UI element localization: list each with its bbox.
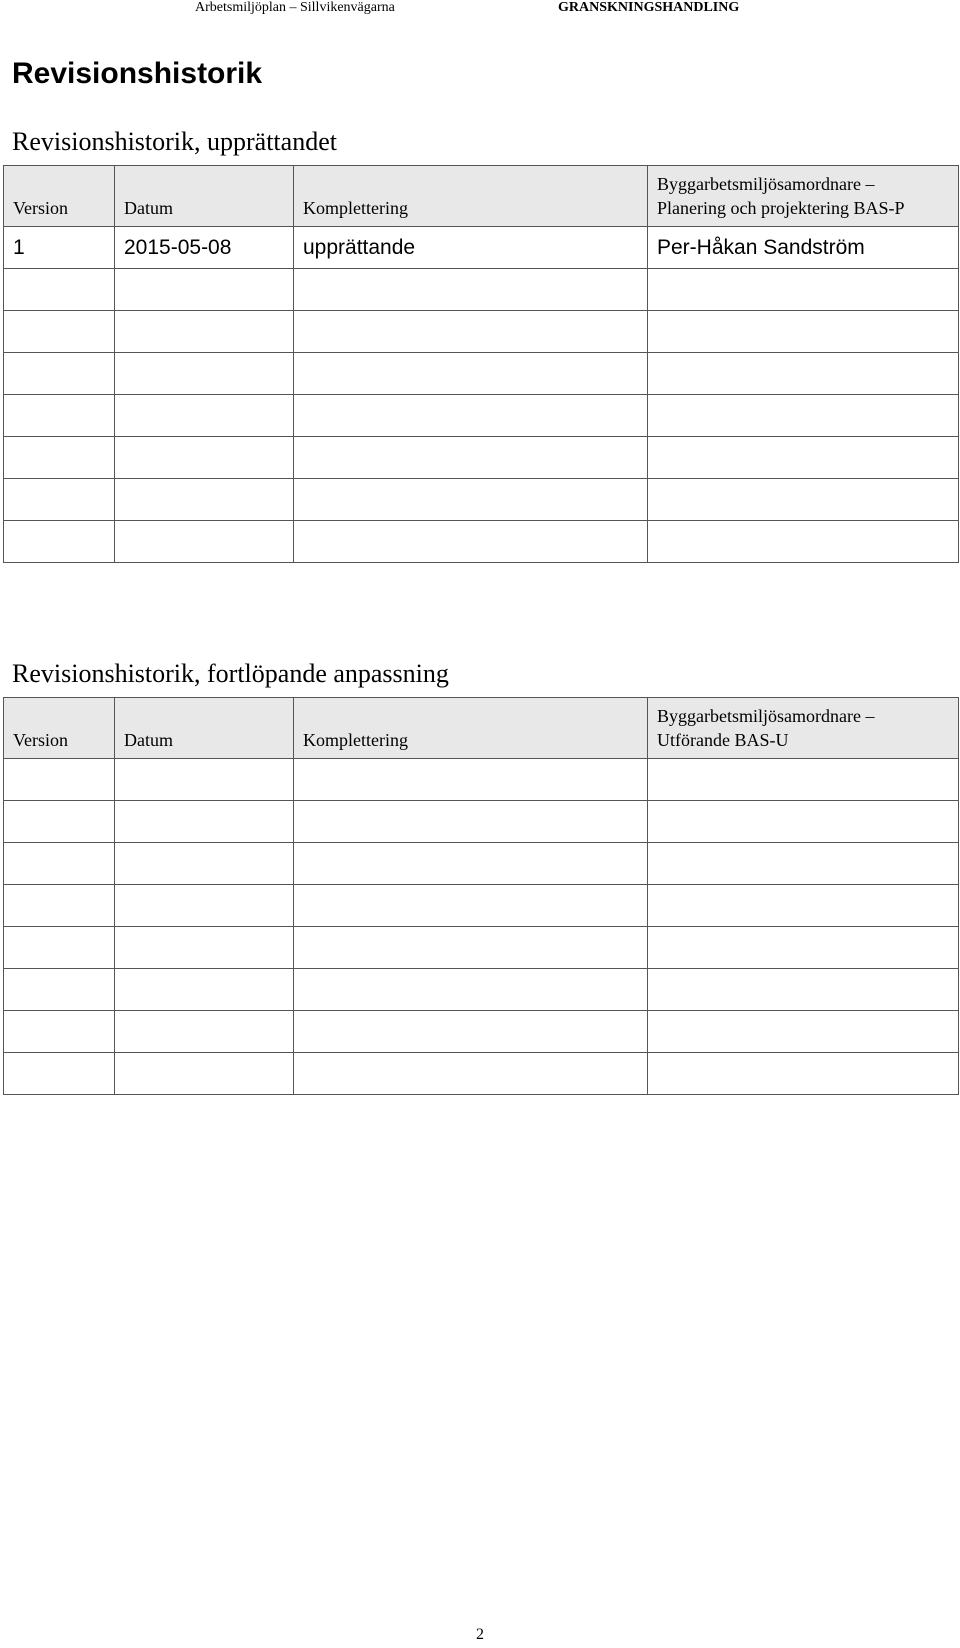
column-header-role-line2: Planering och projektering BAS-P <box>657 198 905 218</box>
cell-empty <box>648 521 959 563</box>
cell-empty <box>115 885 294 927</box>
cell-empty <box>648 843 959 885</box>
column-header-role-line1: Byggarbetsmiljösamordnare – <box>657 706 875 726</box>
column-header-role-line1: Byggarbetsmiljösamordnare – <box>657 174 875 194</box>
cell-empty <box>294 1011 648 1053</box>
cell-empty <box>294 1053 648 1095</box>
table-row-empty <box>4 843 959 885</box>
cell-empty <box>4 1053 115 1095</box>
table-row <box>4 227 959 269</box>
cell-empty <box>294 269 648 311</box>
cell-empty <box>115 801 294 843</box>
cell-empty <box>4 395 115 437</box>
cell-empty <box>115 437 294 479</box>
column-header-role-line2: Utförande BAS-U <box>657 730 789 750</box>
table-row-empty <box>4 311 959 353</box>
table-row-empty <box>4 395 959 437</box>
table-row-empty <box>4 759 959 801</box>
cell-empty <box>115 1053 294 1095</box>
table-row-empty <box>4 269 959 311</box>
cell-empty <box>294 927 648 969</box>
table-row-empty <box>4 521 959 563</box>
cell-empty <box>115 353 294 395</box>
cell-person: Per-Håkan Sandström <box>648 227 959 269</box>
cell-empty <box>115 1011 294 1053</box>
column-header-supplement: Komplettering <box>294 166 648 227</box>
cell-empty <box>115 969 294 1011</box>
cell-version: 1 <box>4 227 115 269</box>
cell-empty <box>4 801 115 843</box>
column-header-supplement: Komplettering <box>294 698 648 759</box>
cell-supplement: upprättande <box>294 227 648 269</box>
cell-date: 2015-05-08 <box>115 227 294 269</box>
cell-empty <box>115 843 294 885</box>
header-status: GRANSKNINGSHANDLING <box>558 0 740 15</box>
cell-empty <box>294 437 648 479</box>
cell-empty <box>294 311 648 353</box>
cell-empty <box>4 437 115 479</box>
cell-empty <box>294 395 648 437</box>
cell-empty <box>648 269 959 311</box>
cell-empty <box>4 969 115 1011</box>
table-header-row <box>4 166 959 227</box>
cell-empty <box>4 521 115 563</box>
table-row-empty <box>4 927 959 969</box>
cell-empty <box>648 1011 959 1053</box>
cell-empty <box>115 269 294 311</box>
cell-empty <box>648 479 959 521</box>
cell-empty <box>648 885 959 927</box>
cell-empty <box>115 479 294 521</box>
cell-empty <box>4 1011 115 1053</box>
column-header-version: Version <box>4 698 115 759</box>
cell-empty <box>4 927 115 969</box>
cell-empty <box>115 521 294 563</box>
cell-empty <box>4 885 115 927</box>
cell-empty <box>294 521 648 563</box>
cell-empty <box>648 311 959 353</box>
column-header-role <box>648 698 959 759</box>
cell-empty <box>4 269 115 311</box>
cell-empty <box>648 969 959 1011</box>
cell-empty <box>294 801 648 843</box>
column-header-date: Datum <box>115 166 294 227</box>
page-number: 2 <box>476 1626 484 1643</box>
table-row-empty <box>4 1011 959 1053</box>
cell-empty <box>4 479 115 521</box>
cell-empty <box>115 395 294 437</box>
page-title: Revisionshistorik <box>12 57 263 90</box>
cell-empty <box>4 759 115 801</box>
table-row-empty <box>4 353 959 395</box>
cell-empty <box>294 353 648 395</box>
cell-empty <box>4 311 115 353</box>
cell-empty <box>115 927 294 969</box>
cell-empty <box>294 479 648 521</box>
cell-empty <box>648 759 959 801</box>
table-row-empty <box>4 479 959 521</box>
cell-empty <box>294 843 648 885</box>
table-header-row <box>4 698 959 759</box>
revision-table-upprattandet <box>3 165 959 563</box>
column-header-version: Version <box>4 166 115 227</box>
cell-empty <box>648 1053 959 1095</box>
cell-empty <box>115 311 294 353</box>
section-title-fortlopande: Revisionshistorik, fortlöpande anpassning <box>12 659 449 688</box>
column-header-role <box>648 166 959 227</box>
header-document-name: Arbetsmiljöplan – Sillvikenvägarna <box>195 0 395 15</box>
table-row-empty <box>4 885 959 927</box>
section-title-upprattandet: Revisionshistorik, upprättandet <box>12 127 337 156</box>
cell-empty <box>4 843 115 885</box>
table-row-empty <box>4 969 959 1011</box>
cell-empty <box>648 353 959 395</box>
running-header <box>0 0 960 16</box>
cell-empty <box>115 759 294 801</box>
cell-empty <box>294 969 648 1011</box>
cell-empty <box>648 801 959 843</box>
cell-empty <box>648 395 959 437</box>
cell-empty <box>294 885 648 927</box>
table-row-empty <box>4 801 959 843</box>
table-row-empty <box>4 437 959 479</box>
column-header-date: Datum <box>115 698 294 759</box>
cell-empty <box>648 437 959 479</box>
cell-empty <box>4 353 115 395</box>
table-row-empty <box>4 1053 959 1095</box>
cell-empty <box>648 927 959 969</box>
revision-table-fortlopande <box>3 697 959 1095</box>
cell-empty <box>294 759 648 801</box>
